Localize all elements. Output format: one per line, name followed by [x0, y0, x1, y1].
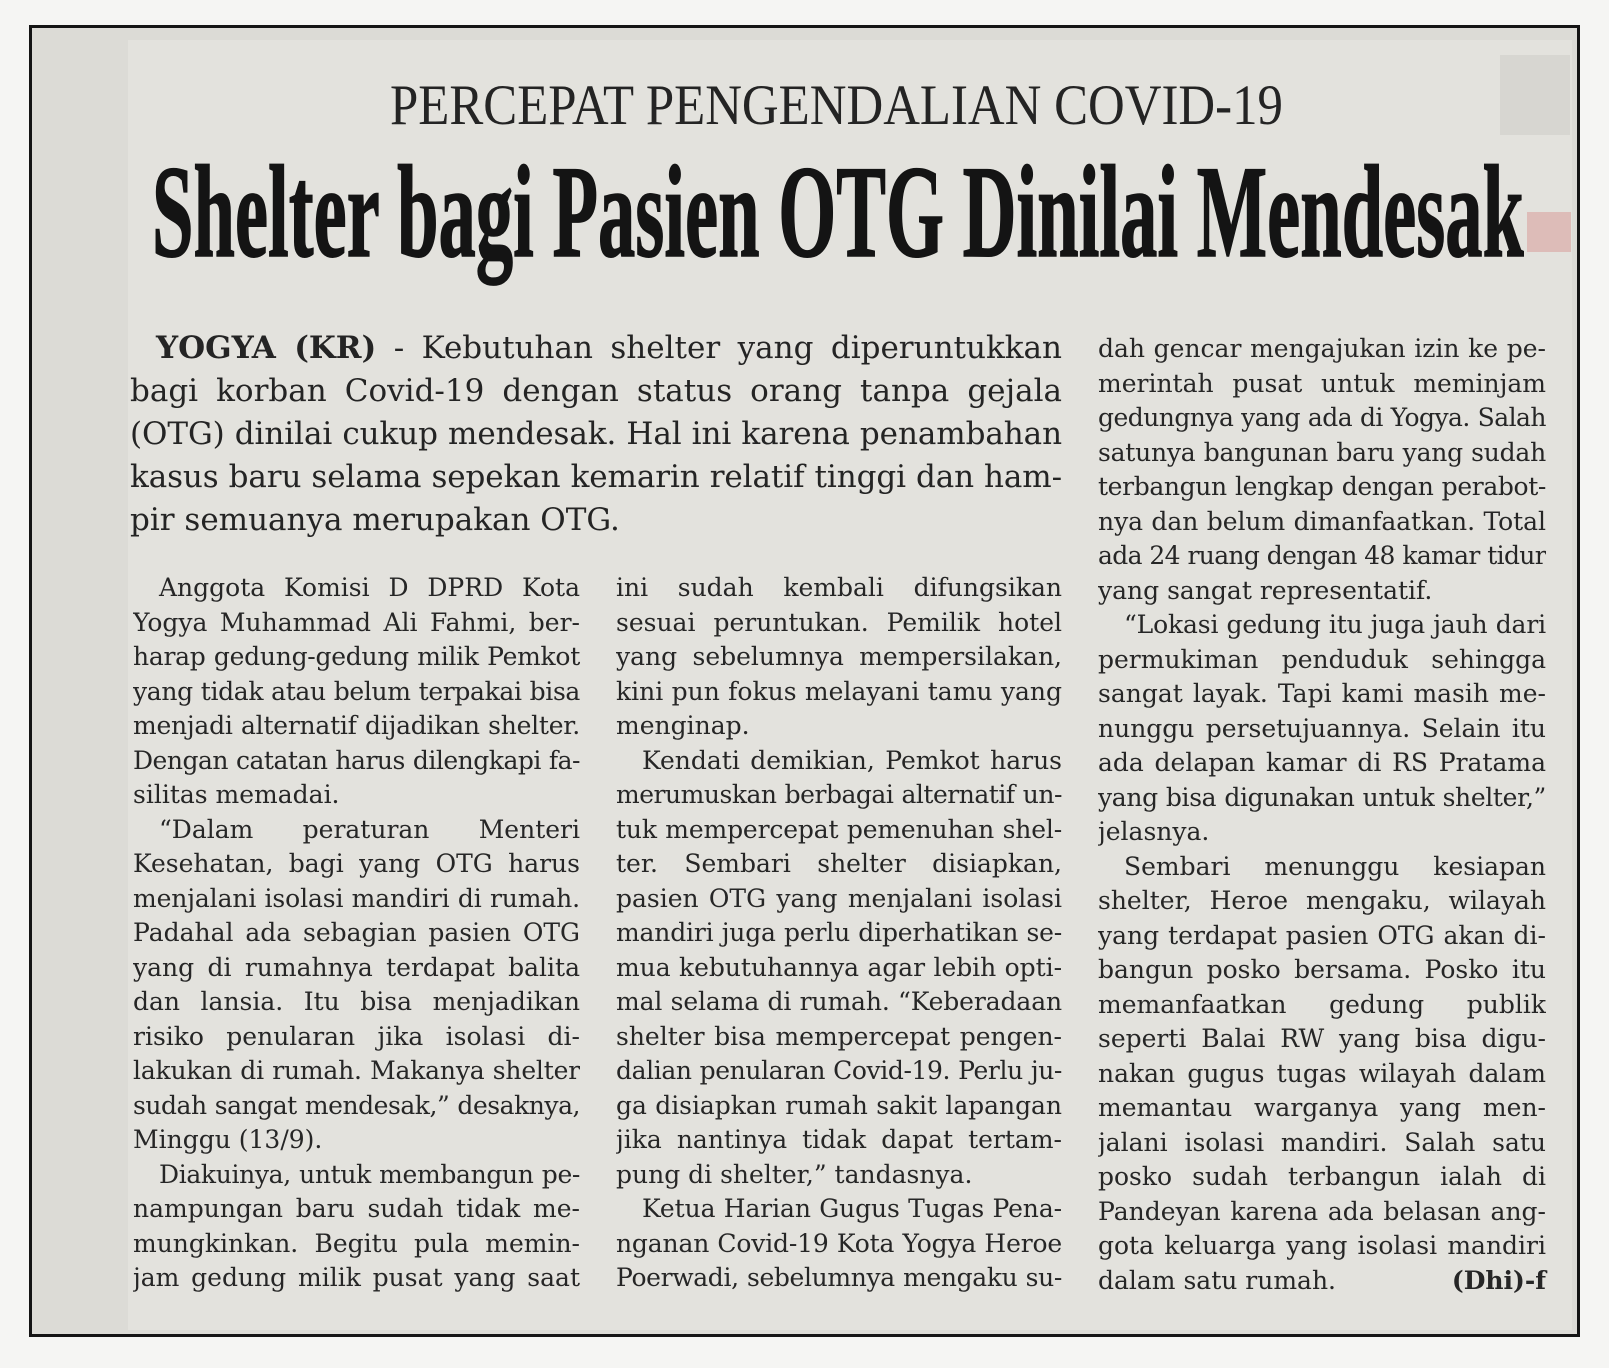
body-line: risiko penularan jika isolasi di- [133, 1021, 580, 1051]
bleed-red-mark [1527, 212, 1571, 252]
lead-line: kasus baru selama sepekan kemarin relatif tinggi dan ham- [130, 459, 1062, 495]
body-line: satunya bangunan baru yang sudah [1098, 437, 1546, 467]
body-line: yang di rumahnya terdapat balita [133, 952, 580, 982]
body-line: “Lokasi gedung itu juga jauh dari [1124, 610, 1546, 639]
lead-paragraph [130, 327, 1062, 542]
body-line: gedungnya yang ada di Yogya. Salah [1098, 403, 1546, 432]
body-line: pung di shelter,” tandasnya. [616, 1159, 973, 1189]
body-line: shelter bisa mempercepat pengen- [616, 1021, 1062, 1051]
body-line: menjadi alternatif dijadikan shelter. [133, 711, 580, 740]
body-line: kini pun fokus melayani tamu yang [616, 676, 1062, 706]
body-line: jam gedung milik pusat yang saat [133, 1263, 580, 1292]
body-line: permukiman penduduk sehingga [1098, 644, 1546, 674]
body-line: menginap. [616, 711, 750, 740]
body-line: sudah sangat mendesak,” desaknya, [133, 1090, 580, 1120]
body-line: Sembari menunggu kesiapan [1124, 851, 1546, 881]
body-line: nampungan baru sudah tidak me- [133, 1194, 580, 1223]
headline-text: Shelter bagi Pasien OTG Dinilai Mendesak [152, 138, 1524, 285]
body-line: yang terdapat pasien OTG akan di- [1098, 920, 1546, 950]
body-line: menjalani isolasi mandiri di rumah. [133, 883, 580, 913]
body-line: jika nantinya tidak dapat tertam- [616, 1125, 1062, 1154]
body-line: Diakuinya, untuk membangun pe- [159, 1159, 580, 1189]
body-line: sangat layak. Tapi kami masih me- [1098, 679, 1546, 708]
lead-line-text: - Kebutuhan shelter yang diperuntukkan [393, 330, 1062, 366]
body-line: yang bisa digunakan untuk shelter,” [1098, 782, 1546, 812]
body-line: ter. Sembari shelter disiapkan, [616, 849, 1062, 878]
body-line: memanfaatkan gedung publik [1098, 989, 1546, 1019]
body-line: nunggu persetujuannya. Selain itu [1098, 713, 1546, 743]
body-line: tuk mempercepat pemenuhan shel- [616, 814, 1062, 844]
body-line: terbangun lengkap dengan perabot- [1098, 472, 1546, 501]
bleed-through-smudge [1500, 55, 1570, 135]
body-line: mandiri juga perlu diperhatikan se- [616, 918, 1062, 947]
body-line: jelasnya. [1098, 817, 1210, 846]
lead-line [130, 327, 1062, 370]
body-line: ini sudah kembali difungsikan [616, 573, 1062, 602]
body-line: Padahal ada sebagian pasien OTG [133, 918, 580, 947]
body-line: memantau warganya yang men- [1098, 1093, 1546, 1122]
body-line: sesuai peruntukan. Pemilik hotel [616, 607, 1062, 637]
body-line: yang tidak atau belum terpakai bisa [133, 676, 580, 706]
body-line: Dengan catatan harus dilengkapi fa- [133, 745, 580, 775]
body-line: gota keluarga yang isolasi mandiri [1098, 1231, 1546, 1260]
body-line: Kendati demikian, Pemkot harus [642, 745, 1062, 775]
author-signature: (Dhi)-f [1451, 1265, 1546, 1295]
lead-line: bagi korban Covid-19 dengan status orang tanpa gejala [130, 373, 1062, 409]
body-line: “Dalam peraturan Menteri [159, 814, 580, 844]
body-line: pasien OTG yang menjalani isolasi [616, 883, 1062, 913]
body-line: mal selama di rumah. “Keberadaan [616, 987, 1062, 1016]
body-line: seperti Balai RW yang bisa digu- [1098, 1024, 1546, 1053]
body-line: Poerwadi, sebelumnya mengaku su- [616, 1263, 1062, 1292]
body-line: shelter, Heroe mengaku, wilayah [1098, 886, 1546, 915]
body-line: dan lansia. Itu bisa menjadikan [133, 987, 580, 1016]
body-line: ada delapan kamar di RS Pratama [1098, 748, 1546, 777]
kicker-text: PERCEPAT PENGENDALIAN COVID-19 [390, 74, 1283, 137]
body-line: Yogya Muhammad Ali Fahmi, ber- [133, 607, 580, 637]
body-line: merintah pusat untuk meminjam [1098, 368, 1546, 398]
body-line: nganan Covid-19 Kota Yogya Heroe [616, 1228, 1062, 1258]
body-line: lakukan di rumah. Makanya shelter [133, 1056, 580, 1085]
body-line: Anggota Komisi D DPRD Kota [159, 573, 580, 602]
body-line: Kesehatan, bagi yang OTG harus [133, 849, 580, 878]
kicker [390, 71, 1283, 141]
body-line: silitas memadai. [133, 780, 340, 809]
main-headline [152, 137, 1524, 289]
closing-line [1098, 1264, 1546, 1299]
body-line: ga disiapkan rumah sakit lapangan [616, 1090, 1062, 1120]
article-column-1 [133, 571, 580, 1296]
body-line: bangun posko bersama. Posko itu [1098, 955, 1546, 984]
body-line: Ketua Harian Gugus Tugas Pena- [642, 1194, 1062, 1223]
body-line: nakan gugus tugas wilayah dalam [1098, 1058, 1546, 1088]
dateline: YOGYA (KR) [156, 330, 377, 366]
lead-line: pir semuanya merupakan OTG. [130, 502, 620, 538]
body-line: yang sebelumnya mempersilakan, [616, 642, 1062, 671]
body-line-text: dalam satu rumah. [1098, 1265, 1337, 1295]
body-line: merumuskan berbagai alternatif un- [616, 780, 1062, 809]
body-line: Pandeyan karena ada belasan ang- [1098, 1196, 1546, 1226]
body-line: dalian penularan Covid-19. Perlu ju- [616, 1056, 1062, 1085]
body-line: posko sudah terbangun ialah di [1098, 1162, 1546, 1191]
lead-line: (OTG) dinilai cukup mendesak. Hal ini karena penambahan [130, 416, 1062, 452]
article-column-2 [616, 571, 1062, 1296]
body-line: nya dan belum dimanfaatkan. Total [1098, 506, 1546, 536]
body-line: Minggu (13/9). [133, 1125, 323, 1154]
article-column-3 [1098, 332, 1546, 1298]
body-line: mungkinkan. Begitu pula memin- [133, 1228, 580, 1258]
body-line: yang sangat representatif. [1098, 575, 1433, 605]
body-line: ada 24 ruang dengan 48 kamar tidur [1098, 541, 1546, 570]
body-line: dah gencar mengajukan izin ke pe- [1098, 334, 1546, 363]
body-line: jalani isolasi mandiri. Salah satu [1098, 1127, 1546, 1157]
body-line: mua kebutuhannya agar lebih opti- [616, 952, 1062, 982]
body-line: harap gedung-gedung milik Pemkot [133, 642, 580, 671]
